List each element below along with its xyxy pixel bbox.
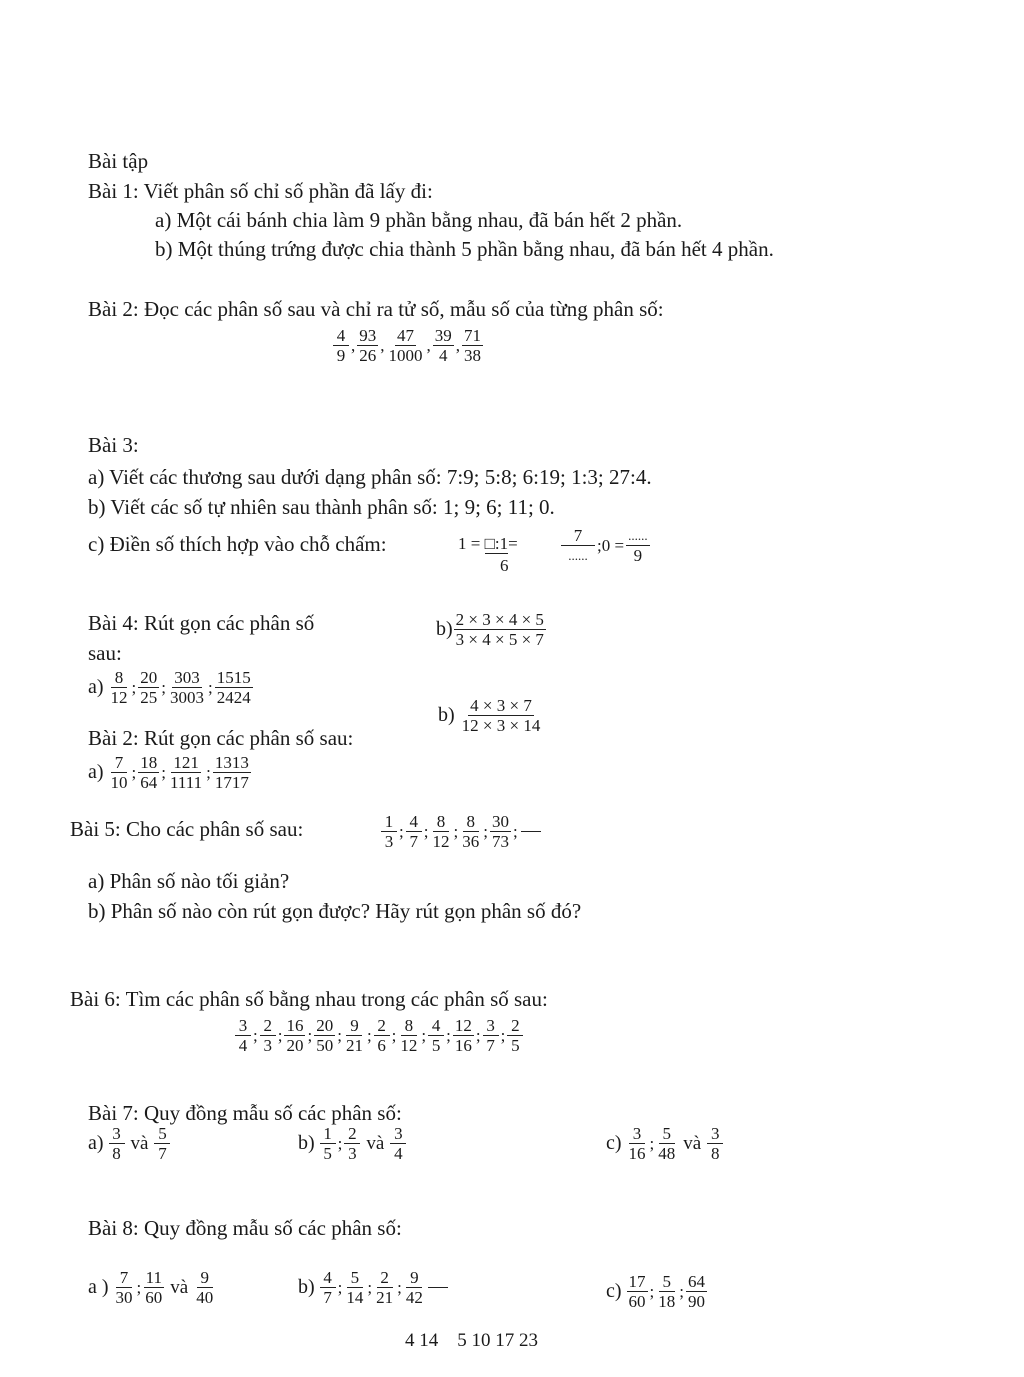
fraction: $\frac{4}{9}$ xyxy=(333,326,349,365)
bai8-a: a ) $\frac{7}{30}$ ; $\frac{11}{60}$ và $\frac{9}{40}$ xyxy=(88,1268,214,1307)
bai8-footer: 4 14 5 10 17 23 xyxy=(405,1330,538,1351)
fraction: $\frac{1}{5}$ xyxy=(320,1124,336,1163)
bai2-heading: Bài 2: Đọc các phân số sau và chỉ ra tử số, mẫu số của từng phân số: xyxy=(88,297,664,321)
fraction: $\frac{5}{18}$ xyxy=(658,1272,676,1311)
page-title: Bài tập xyxy=(88,149,149,173)
fraction: $\frac{7}{10}$ xyxy=(110,753,128,792)
fraction: $\frac{93}{26}$ xyxy=(359,326,377,365)
bai3-c-six: 6 xyxy=(500,556,509,575)
fraction: $\frac{2}{5}$ xyxy=(507,1016,523,1055)
fraction: $\frac{39}{4}$ xyxy=(434,326,452,365)
fraction: $\frac{47}{1000}$ xyxy=(388,326,423,365)
fraction: $\frac{4}{7}$ xyxy=(320,1268,336,1307)
bai3-c-label: c) Điền số thích hợp vào chỗ chấm: xyxy=(88,532,387,556)
fraction: $\frac{9}{40}$ xyxy=(196,1268,214,1307)
fraction: $\frac{5}{48}$ xyxy=(658,1124,676,1163)
fraction: $\frac{20}{50}$ xyxy=(316,1016,334,1055)
bai3-c-expr: 1 = □:1= xyxy=(458,534,518,553)
fraction: $\frac{3}{8}$ xyxy=(707,1124,723,1163)
fraction: $\frac{2 \times 3 \times 4 \times 5}{3 \times 4 \times 5 \times 7}$ xyxy=(455,610,544,649)
fraction: $\frac{5}{14}$ xyxy=(346,1268,364,1307)
fraction: $\frac{16}{20}$ xyxy=(286,1016,304,1055)
fraction: $\frac{8}{12}$ xyxy=(432,812,450,851)
bai4-bai2-heading: Bài 2: Rút gọn các phân số sau: xyxy=(88,726,354,750)
bai7-c: c) $\frac{3}{16}$ ; $\frac{5}{48}$ và $\frac{3}{8}$ xyxy=(606,1124,724,1163)
bai1-heading: Bài 1: Viết phân số chỉ số phần đã lấy đi: xyxy=(88,179,433,203)
bai1-b: b) Một thúng trứng được chia thành 5 phần bằng nhau, đã bán hết 4 phần. xyxy=(155,237,774,261)
fraction: $\frac{8}{36}$ xyxy=(462,812,480,851)
bai5-heading: Bài 5: Cho các phân số sau: xyxy=(70,817,304,841)
fraction: $\frac{2}{3}$ xyxy=(344,1124,360,1163)
fraction: $\frac{1}{3}$ xyxy=(381,812,397,851)
bai4-a: a) $\frac{8}{12}$ ; $\frac{20}{25}$ ; $\frac{303}{3003}$ ; $\frac{1515}{2424}$ xyxy=(88,668,251,707)
fraction: $\frac{71}{38}$ xyxy=(464,326,481,365)
fraction: $\frac{30}{73}$ xyxy=(491,812,509,851)
fraction: $\frac{3}{7}$ xyxy=(483,1016,499,1055)
bai3-b: b) Viết các số tự nhiên sau thành phân số: 1; 9; 6; 11; 0. xyxy=(88,495,555,519)
fraction: $\frac{2}{6}$ xyxy=(374,1016,390,1055)
fraction: $\frac{1515}{2424}$ xyxy=(216,668,251,707)
fraction: $\frac{303}{3003}$ xyxy=(170,668,205,707)
bai4-sau: sau: xyxy=(88,641,122,665)
fraction: $\frac{12}{16}$ xyxy=(454,1016,472,1055)
fraction: $\frac{5}{7}$ xyxy=(154,1124,170,1163)
bai3-a: a) Viết các thương sau dưới dạng phân số: 7:9; 5:8; 6:19; 1:3; 27:4. xyxy=(88,465,652,489)
bai7-b: b) $\frac{1}{5}$ ; $\frac{2}{3}$ và $\frac{3}{4}$ xyxy=(298,1124,407,1163)
fraction: $\frac{64}{90}$ xyxy=(688,1272,706,1311)
bai2-fractions: $\frac{4}{9}$ , $\frac{93}{26}$ , $\frac{47}{1000}$ , $\frac{39}{4}$ , $\frac{71}{38}$ xyxy=(332,326,484,365)
fraction: $\frac{8}{12}$ xyxy=(400,1016,418,1055)
bai8-heading: Bài 8: Quy đồng mẫu số các phân số: xyxy=(88,1216,402,1240)
fraction: $\frac{1313}{1717}$ xyxy=(214,753,249,792)
bai1-a: a) Một cái bánh chia làm 9 phần bằng nhau, đã bán hết 2 phần. xyxy=(155,208,683,232)
fraction: $\frac{3}{16}$ xyxy=(628,1124,646,1163)
bai7-a: a) $\frac{3}{8}$ và $\frac{5}{7}$ xyxy=(88,1124,171,1163)
fraction: $\frac{7}{30}$ xyxy=(115,1268,133,1307)
bai4-b: b) $\frac{2 \times 3 \times 4 \times 5}{3 \times 4 \times 5 \times 7}$ xyxy=(436,610,544,649)
fraction: $\frac{4}{5}$ xyxy=(428,1016,444,1055)
fraction: $\frac{18}{64}$ xyxy=(140,753,158,792)
bai6-fractions: $\frac{3}{4}$ ; $\frac{2}{3}$ ; $\frac{16}{20}$ ; $\frac{20}{50}$ ; $\frac{9}{21}$ ; $\frac{2}{6}$ ; $\frac{8}{12}$ ; $\frac{4}{5}$ ; $\frac{12}{16}$ ; $\frac{3}{7}$ ; $\frac{2}{5}$ xyxy=(234,1016,524,1055)
fraction: $\frac{3}{4}$ xyxy=(235,1016,251,1055)
bai6-heading: Bài 6: Tìm các phân số bằng nhau trong các phân số sau: xyxy=(70,987,548,1011)
fraction: $\frac{4}{7}$ xyxy=(406,812,422,851)
fraction: $\frac{20}{25}$ xyxy=(140,668,158,707)
bai5-b: b) Phân số nào còn rút gọn được? Hãy rút gọn phân số đó? xyxy=(88,899,582,923)
bai8-b: b) $\frac{4}{7}$ ; $\frac{5}{14}$ ; $\frac{2}{21}$ ; $\frac{9}{42}$ xyxy=(298,1268,448,1307)
bai8-c: c) $\frac{17}{60}$ ; $\frac{5}{18}$ ; $\frac{64}{90}$ xyxy=(606,1272,706,1311)
bai4-b2: b) $\frac{4 \times 3 \times 7}{12 \times 3 \times 14}$ xyxy=(438,696,541,735)
bai3-heading: Bài 3: xyxy=(88,433,139,457)
bai7-heading: Bài 7: Quy đồng mẫu số các phân số: xyxy=(88,1101,402,1125)
bai5-fractions: $\frac{1}{3}$ ; $\frac{4}{7}$ ; $\frac{8}{12}$ ; $\frac{8}{36}$ ; $\frac{30}{73}$ ; xyxy=(380,812,541,851)
fraction: $\frac{2}{21}$ xyxy=(376,1268,394,1307)
fraction: $\frac{9}{42}$ xyxy=(405,1268,423,1307)
fraction: $\frac{11}{60}$ xyxy=(145,1268,163,1307)
fraction: $\frac{3}{4}$ xyxy=(390,1124,406,1163)
fraction: $\frac{2}{3}$ xyxy=(260,1016,276,1055)
fraction: $\frac{3}{8}$ xyxy=(109,1124,125,1163)
fraction: $\frac{121}{1111}$ xyxy=(170,753,203,792)
fraction: $\frac{9}{21}$ xyxy=(345,1016,363,1055)
fraction: $\frac{17}{60}$ xyxy=(628,1272,646,1311)
fraction: $\frac{8}{12}$ xyxy=(110,668,128,707)
bai5-a: a) Phân số nào tối giản? xyxy=(88,869,290,893)
bai4-a2: a) $\frac{7}{10}$ ; $\frac{18}{64}$ ; $\frac{121}{1111}$ ; $\frac{1313}{1717}$ xyxy=(88,753,249,792)
bai3-c-frac: 7 ...... ;0 = ...... 9 xyxy=(560,526,651,565)
fraction: $\frac{4 \times 3 \times 7}{12 \times 3 \times 14}$ xyxy=(461,696,541,735)
bai4-heading: Bài 4: Rút gọn các phân số xyxy=(88,611,315,635)
